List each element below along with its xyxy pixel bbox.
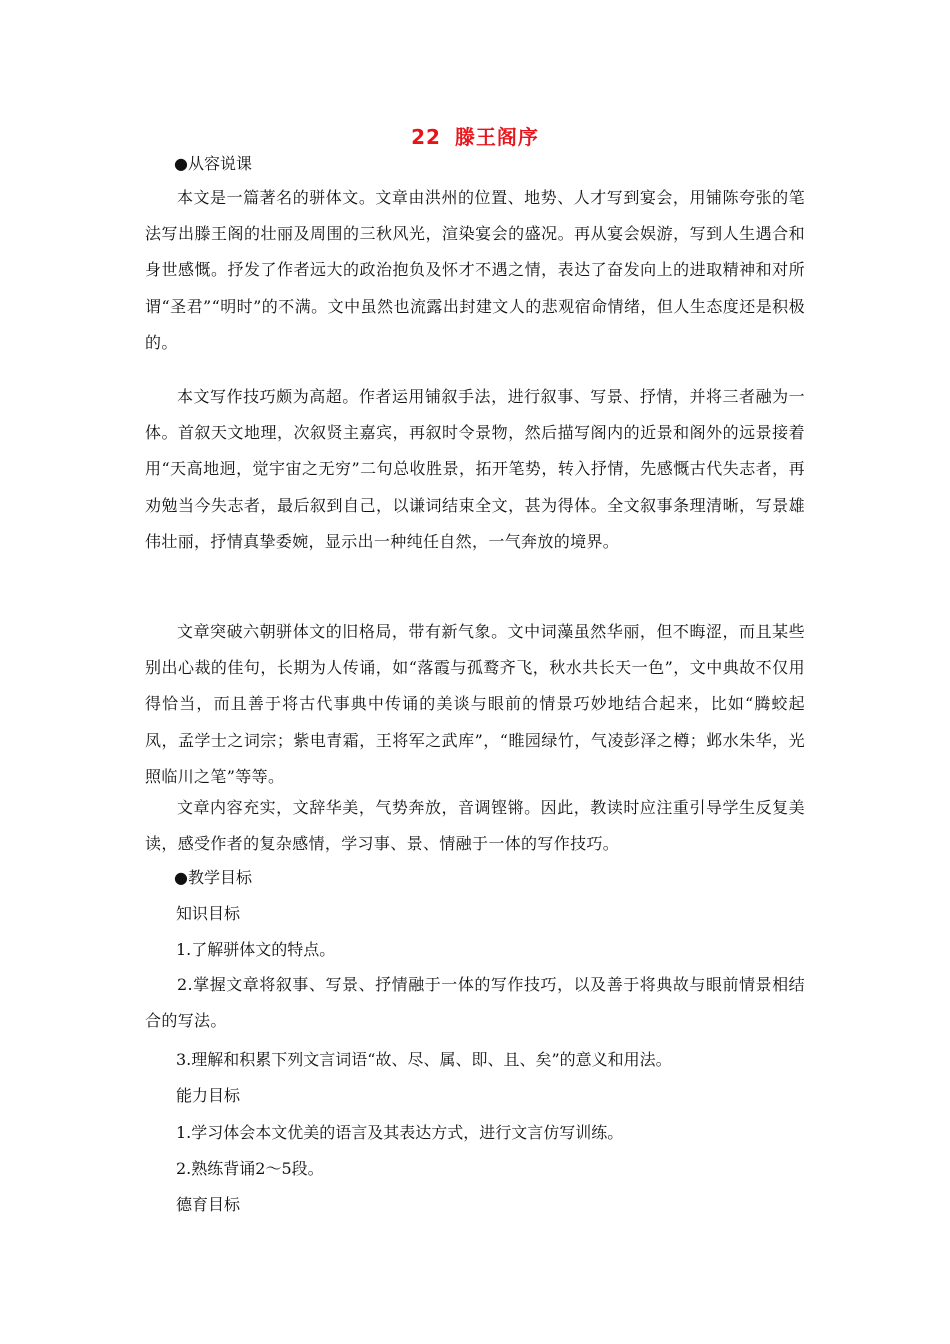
- lesson-number: 22: [411, 125, 441, 149]
- paragraph-4: 文章内容充实，文辞华美，气势奔放，音调铿锵。因此，教读时应注重引导学生反复美读，感受作者的复杂感情，学习事、景、情融于一体的写作技巧。: [145, 798, 805, 854]
- knowledge-item-3: 3.理解和积累下列文言词语“故、尽、属、即、且、矣”的意义和用法。: [176, 1050, 672, 1069]
- section-heading-goals: ●教学目标: [174, 868, 252, 887]
- paragraph-3: 文章突破六朝骈体文的旧格局，带有新气象。文中词藻虽然华丽，但不晦涩，而且某些别出心裁的佳句，长期为人传诵，如“落霞与孤鹜齐飞，秋水共长天一色”，文中典故不仅用得恰当，而且善于将古代事典中传诵的美谈与眼前的情景巧妙地结合起来，比如“腾蛟起凤，孟学士之词宗；紫电青霜，王将军之武库”，“睢园绿竹，气凌彭泽之樽；邺水朱华，光照临川之笔”等等。: [145, 622, 805, 786]
- ability-item-1: 1.学习体会本文优美的语言及其表达方式，进行文言仿写训练。: [176, 1123, 624, 1142]
- knowledge-item-2: 2.掌握文章将叙事、写景、抒情融于一体的写作技巧，以及善于将典故与眼前情景相结合的写法。: [145, 975, 805, 1031]
- paragraph-1: 本文是一篇著名的骈体文。文章由洪州的位置、地势、人才写到宴会，用铺陈夸张的笔法写出滕王阁的壮丽及周围的三秋风光，渲染宴会的盛况。再从宴会娱游，写到人生遇合和身世感慨。抒发了作者远大的政治抱负及怀才不遇之情，表达了奋发向上的进取精神和对所谓“圣君”“明时”的不满。文中虽然也流露出封建文人的悲观宿命情绪，但人生态度还是积极的。: [145, 188, 805, 352]
- document-title: [0, 123, 950, 151]
- knowledge-item-1: 1.了解骈体文的特点。: [176, 940, 336, 959]
- lesson-title: 滕王阁序: [454, 125, 539, 149]
- ability-item-2: 2.熟练背诵2～5段。: [176, 1159, 324, 1178]
- section-heading-intro: ●从容说课: [174, 154, 252, 173]
- moral-goals-heading: 德育目标: [176, 1195, 241, 1214]
- paragraph-2: 本文写作技巧颇为高超。作者运用铺叙手法，进行叙事、写景、抒情，并将三者融为一体。首叙天文地理，次叙贤主嘉宾，再叙时令景物，然后描写阁内的近景和阁外的远景接着用“天高地迥，觉宇宙之无穷”二句总收胜景，拓开笔势，转入抒情，先感慨古代失志者，再劝勉当今失志者，最后叙到自己，以谦词结束全文，甚为得体。全文叙事条理清晰，写景雄伟壮丽，抒情真挚委婉，显示出一种纯任自然，一气奔放的境界。: [145, 387, 805, 551]
- knowledge-goals-heading: 知识目标: [176, 904, 241, 923]
- ability-goals-heading: 能力目标: [176, 1086, 241, 1105]
